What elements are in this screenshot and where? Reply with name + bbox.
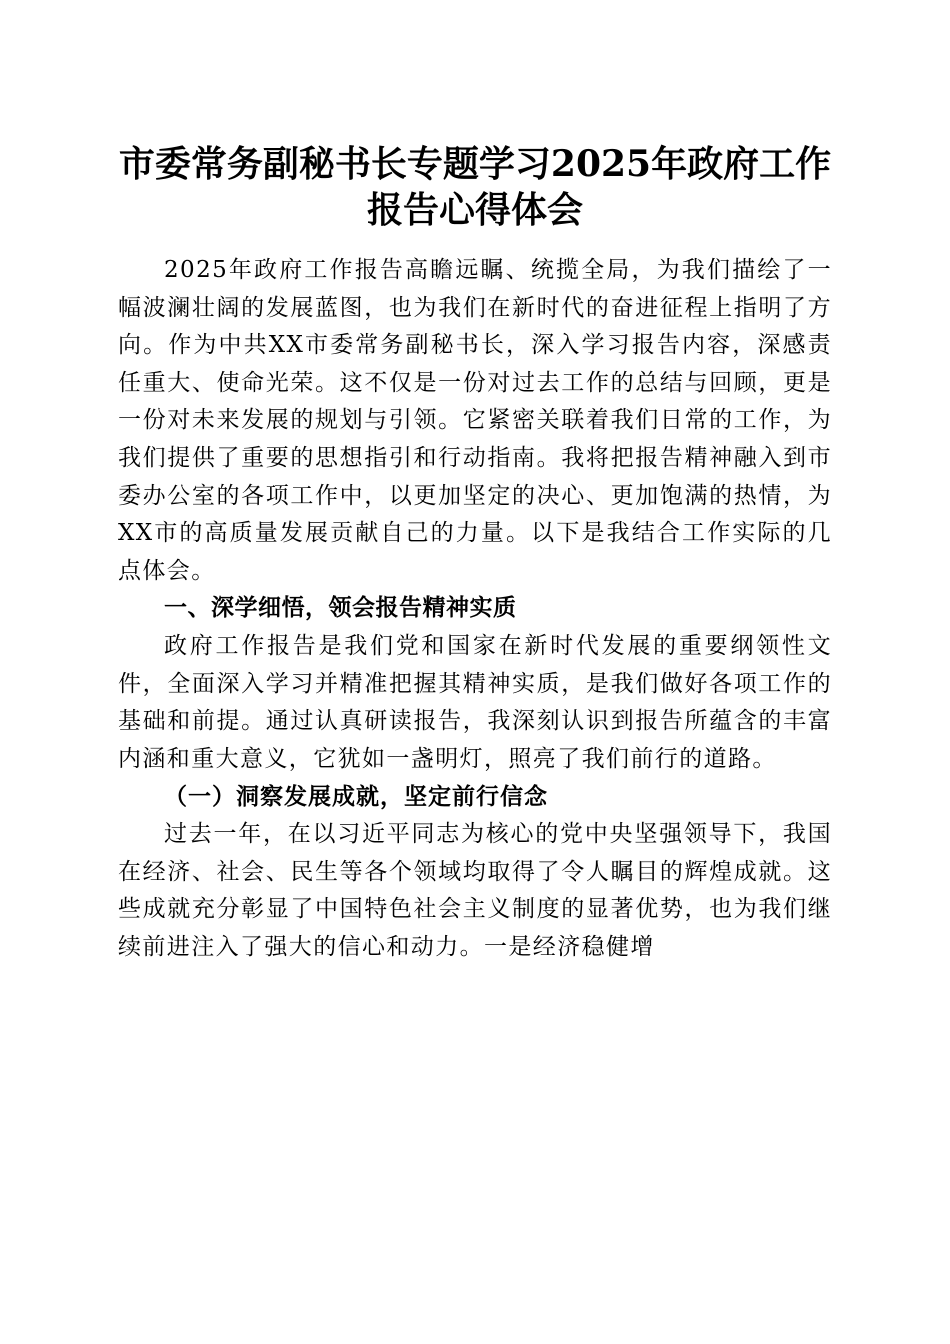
subsection-1-paragraph: 过去一年，在以习近平同志为核心的党中央坚强领导下，我国在经济、社会、民生等各个领域均取得了令人瞩目的辉煌成就。这些成就充分彰显了中国特色社会主义制度的显著优势，也为我们继续前进注入了强大的信心和动力。一是经济稳健增 [118, 820, 832, 960]
document-title-line-1: 市委常务副秘书长专题学习2025年政府工作 [118, 143, 832, 185]
document-body [118, 252, 832, 966]
section-1-paragraph: 政府工作报告是我们党和国家在新时代发展的重要纲领性文件，全面深入学习并精准把握其精神实质，是我们做好各项工作的基础和前提。通过认真研读报告，我深刻认识到报告所蕴含的丰富内涵和重大意义，它犹如一盏明灯，照亮了我们前行的道路。 [118, 632, 832, 772]
subsection-1-heading: （一）洞察发展成就，坚定前行信念 [164, 783, 548, 811]
document-title-line-2: 报告心得体会 [366, 189, 583, 231]
section-1-heading: 一、深学细悟，领会报告精神实质 [164, 595, 517, 622]
intro-paragraph: 2025年政府工作报告高瞻远瞩、统揽全局，为我们描绘了一幅波澜壮阔的发展蓝图，也为我们在新时代的奋进征程上指明了方向。作为中共XX市委常务副秘书长，深入学习报告内容，深感责任重大、使命光荣。这不仅是一份对过去工作的总结与回顾，更是一份对未来发展的规划与引领。它紧密关联着我们日常的工作，为我们提供了重要的思想指引和行动指南。我将把报告精神融入到市委办公室的各项工作中，以更加坚定的决心、更加饱满的热情，为XX市的高质量发展贡献自己的力量。以下是我结合工作实际的几点体会。 [118, 257, 832, 584]
